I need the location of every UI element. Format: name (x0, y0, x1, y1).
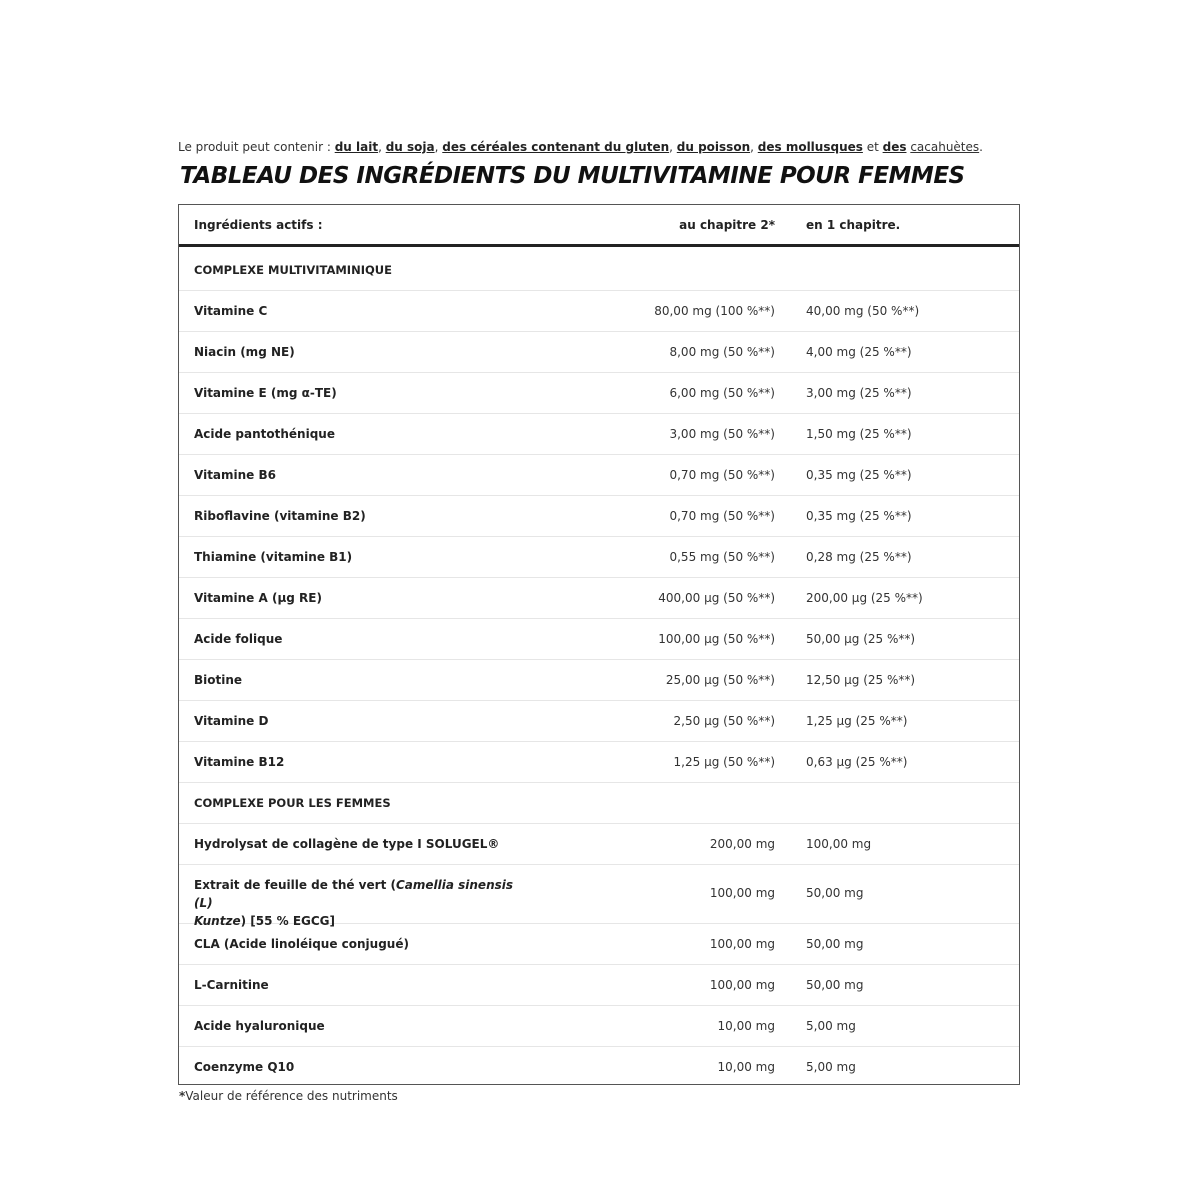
amount-per-2: 100,00 mg (709, 886, 775, 900)
allergen-link[interactable]: du poisson (676, 140, 751, 154)
table-row (179, 824, 1019, 865)
allergen-notice: Le produit peut contenir : du lait, du soja, des céréales contenant du gluten, du poisson, des mollusques et des cacahuètes. (178, 140, 983, 154)
table-row (179, 619, 1019, 660)
column-header-per-2: au chapitre 2* (679, 218, 775, 232)
amount-per-1: 50,00 mg (806, 886, 864, 900)
table-row (179, 332, 1019, 373)
amount-per-1: 0,63 µg (25 %**) (806, 755, 908, 769)
allergen-and: et (862, 140, 883, 154)
amount-per-2: 200,00 mg (709, 837, 775, 851)
amount-per-1: 200,00 µg (25 %**) (806, 591, 923, 605)
amount-per-2: 0,55 mg (50 %**) (669, 550, 775, 564)
allergen-link[interactable]: cacahuètes (910, 140, 980, 154)
amount-per-1: 50,00 mg (806, 937, 864, 951)
ingredient-name: Vitamine B12 (194, 755, 285, 769)
amount-per-2: 25,00 µg (50 %**) (665, 673, 775, 687)
ingredient-name: L-Carnitine (194, 978, 269, 992)
section-row (179, 783, 1019, 824)
allergen-prefix: Le produit peut contenir : (178, 140, 335, 154)
table-row (179, 660, 1019, 701)
ingredient-name-part: Extrait de feuille de thé vert ( (194, 878, 396, 892)
ingredient-name: Thiamine (vitamine B1) (194, 550, 353, 564)
ingredient-name: Vitamine C (194, 304, 268, 318)
amount-per-1: 100,00 mg (806, 837, 872, 851)
section-title: COMPLEXE MULTIVITAMINIQUE (194, 263, 392, 277)
amount-per-1: 12,50 µg (25 %**) (806, 673, 916, 687)
allergen-link[interactable]: des céréales contenant du gluten (442, 140, 670, 154)
amount-per-2: 2,50 µg (50 %**) (673, 714, 775, 728)
allergen-link[interactable]: des mollusques (757, 140, 863, 154)
amount-per-1: 50,00 µg (25 %**) (806, 632, 916, 646)
amount-per-1: 1,50 mg (25 %**) (806, 427, 912, 441)
ingredient-name: Riboflavine (vitamine B2) (194, 509, 366, 523)
amount-per-2: 100,00 µg (50 %**) (658, 632, 775, 646)
table-row (179, 537, 1019, 578)
ingredient-name: Vitamine A (µg RE) (194, 591, 322, 605)
amount-per-2: 80,00 mg (100 %**) (654, 304, 775, 318)
section-title: COMPLEXE POUR LES FEMMES (194, 796, 391, 810)
amount-per-1: 40,00 mg (50 %**) (806, 304, 920, 318)
amount-per-2: 0,70 mg (50 %**) (669, 509, 775, 523)
botanical-authority: Kuntze (194, 914, 241, 928)
ingredient-name-part: ) [55 % EGCG] (240, 914, 336, 928)
ingredient-name: Hydrolysat de collagène de type I SOLUGEL® (194, 837, 500, 851)
amount-per-1: 0,35 mg (25 %**) (806, 509, 912, 523)
amount-per-2: 6,00 mg (50 %**) (669, 386, 775, 400)
table-row (179, 496, 1019, 537)
ingredient-name: Acide folique (194, 632, 283, 646)
amount-per-2: 100,00 mg (709, 978, 775, 992)
ingredient-name: Vitamine E (mg α-TE) (194, 386, 337, 400)
table-row (179, 578, 1019, 619)
amount-per-1: 0,28 mg (25 %**) (806, 550, 912, 564)
table-row (179, 1047, 1019, 1088)
allergen-link[interactable]: des (882, 140, 907, 154)
table-row (179, 1006, 1019, 1047)
ingredient-name (194, 876, 524, 930)
table-row (179, 865, 1019, 928)
amount-per-1: 5,00 mg (806, 1060, 856, 1074)
ingredient-name: Biotine (194, 673, 243, 687)
amount-per-1: 3,00 mg (25 %**) (806, 386, 912, 400)
amount-per-1: 1,25 µg (25 %**) (806, 714, 908, 728)
amount-per-2: 400,00 µg (50 %**) (658, 591, 775, 605)
amount-per-2: 3,00 mg (50 %**) (669, 427, 775, 441)
table-row (179, 701, 1019, 742)
amount-per-1: 50,00 mg (806, 978, 864, 992)
ingredient-name: CLA (Acide linoléique conjugué) (194, 937, 409, 951)
allergen-link[interactable]: du lait (334, 140, 379, 154)
allergen-link[interactable]: du soja (385, 140, 435, 154)
ingredient-name: Acide pantothénique (194, 427, 335, 441)
allergen-end: . (979, 140, 983, 154)
amount-per-1: 5,00 mg (806, 1019, 856, 1033)
amount-per-2: 1,25 µg (50 %**) (673, 755, 775, 769)
table-row (179, 924, 1019, 965)
ingredient-name: Acide hyaluronique (194, 1019, 325, 1033)
botanical-name: Camellia sinensis (L) (194, 878, 514, 910)
table-row (179, 742, 1019, 783)
ingredient-name: Vitamine B6 (194, 468, 276, 482)
page-title: TABLEAU DES INGRÉDIENTS DU MULTIVITAMINE POUR FEMMES (180, 163, 965, 189)
ingredient-name: Coenzyme Q10 (194, 1060, 295, 1074)
table-row (179, 291, 1019, 332)
footnote (179, 1089, 398, 1103)
amount-per-2: 10,00 mg (717, 1019, 775, 1033)
footnote-star: * (179, 1089, 186, 1103)
ingredient-name: Niacin (mg NE) (194, 345, 295, 359)
column-header-ingredients: Ingrédients actifs : (194, 218, 323, 232)
footnote-text: Valeur de référence des nutriments (185, 1089, 398, 1103)
table-row (179, 373, 1019, 414)
amount-per-2: 8,00 mg (50 %**) (669, 345, 775, 359)
amount-per-2: 10,00 mg (717, 1060, 775, 1074)
table-row (179, 965, 1019, 1006)
amount-per-2: 100,00 mg (709, 937, 775, 951)
amount-per-2: 0,70 mg (50 %**) (669, 468, 775, 482)
amount-per-1: 0,35 mg (25 %**) (806, 468, 912, 482)
section-row (179, 250, 1019, 291)
amount-per-1: 4,00 mg (25 %**) (806, 345, 912, 359)
ingredients-table (178, 204, 1020, 1085)
column-header-per-1: en 1 chapitre. (806, 218, 901, 232)
table-row (179, 455, 1019, 496)
table-header (179, 205, 1019, 247)
table-row (179, 414, 1019, 455)
ingredient-name: Vitamine D (194, 714, 269, 728)
